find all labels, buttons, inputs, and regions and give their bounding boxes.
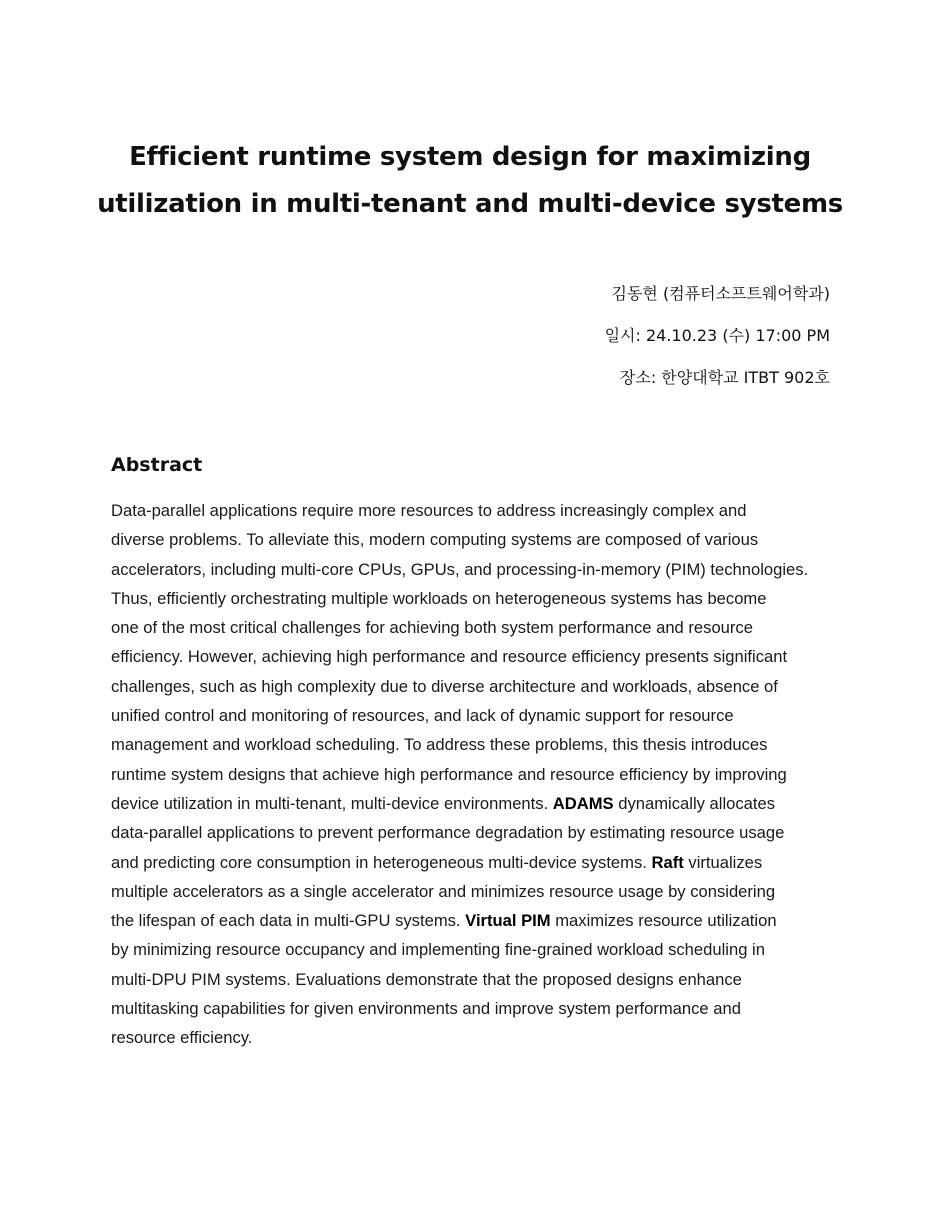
abstract-text: efficiency. However, achieving high performance and resource efficiency presents significant: [111, 647, 788, 667]
presenter-line: 김동현 (컴퓨터소프트웨어학과): [611, 284, 830, 303]
abstract-line: [111, 1023, 846, 1052]
abstract-line: [111, 525, 846, 554]
abstract-text: device utilization in multi-tenant, multi-device environments.: [111, 793, 553, 813]
abstract-text: challenges, such as high complexity due to diverse architecture and workloads, absence of: [111, 676, 778, 696]
abstract-text: multitasking capabilities for given environments and improve system performance and: [111, 999, 741, 1019]
abstract-text: by minimizing resource occupancy and implementing fine-grained workload scheduling in: [111, 940, 765, 960]
abstract-line: [111, 994, 846, 1023]
abstract-paragraph: [111, 496, 846, 1053]
abstract-text: virtualizes: [683, 852, 763, 872]
abstract-text: resource efficiency.: [111, 1028, 253, 1048]
abstract-text: multi-DPU PIM systems. Evaluations demonstrate that the proposed designs enhance: [111, 969, 742, 989]
title-line-1: Efficient runtime system design for maximizing: [129, 142, 811, 172]
abstract-text: Data-parallel applications require more resources to address increasingly complex and: [111, 501, 747, 520]
abstract-system-name: Virtual PIM: [465, 911, 551, 931]
abstract-heading: Abstract: [111, 454, 203, 476]
document-title: [70, 134, 870, 228]
abstract-line: [111, 672, 846, 701]
abstract-text: dynamically allocates: [613, 793, 776, 813]
abstract-line: [111, 730, 846, 759]
abstract-text: maximizes resource utilization: [550, 911, 777, 931]
abstract-line: [111, 642, 846, 671]
abstract-line: [111, 584, 846, 613]
abstract-line: [111, 496, 846, 525]
abstract-text: management and workload scheduling. To address these problems, this thesis introduces: [111, 735, 768, 755]
abstract-line: [111, 760, 846, 789]
abstract-line: [111, 848, 846, 877]
abstract-line: [111, 818, 846, 847]
seminar-info: [605, 279, 830, 405]
abstract-text: and predicting core consumption in heterogeneous multi-device systems.: [111, 852, 652, 872]
abstract-text: diverse problems. To alleviate this, modern computing systems are composed of various: [111, 530, 759, 550]
abstract-text: Thus, efficiently orchestrating multiple workloads on heterogeneous systems has become: [111, 588, 767, 608]
abstract-line: [111, 701, 846, 730]
abstract-line: [111, 965, 846, 994]
abstract-text: multiple accelerators as a single accelerator and minimizes resource usage by considering: [111, 881, 776, 901]
location-line: 장소: 한양대학교 ITBT 902호: [619, 368, 830, 387]
abstract-line: [111, 935, 846, 964]
abstract-line: [111, 906, 846, 935]
datetime-line: 일시: 24.10.23 (수) 17:00 PM: [604, 326, 830, 345]
abstract-line: [111, 877, 846, 906]
abstract-text: the lifespan of each data in multi-GPU systems.: [111, 911, 466, 931]
title-line-2: utilization in multi-tenant and multi-device systems: [97, 189, 843, 219]
abstract-text: runtime system designs that achieve high performance and resource efficiency by improving: [111, 764, 787, 784]
abstract-text: accelerators, including multi-core CPUs, GPUs, and processing-in-memory (PIM) technologies.: [111, 559, 809, 579]
abstract-text: one of the most critical challenges for achieving both system performance and resource: [111, 618, 753, 638]
abstract-system-name: Raft: [651, 852, 684, 872]
abstract-text: unified control and monitoring of resources, and lack of dynamic support for resource: [111, 706, 734, 726]
abstract-system-name: ADAMS: [552, 793, 614, 813]
abstract-text: data-parallel applications to prevent performance degradation by estimating resource usage: [111, 823, 785, 843]
abstract-line: [111, 555, 846, 584]
abstract-line: [111, 613, 846, 642]
abstract-line: [111, 789, 846, 818]
